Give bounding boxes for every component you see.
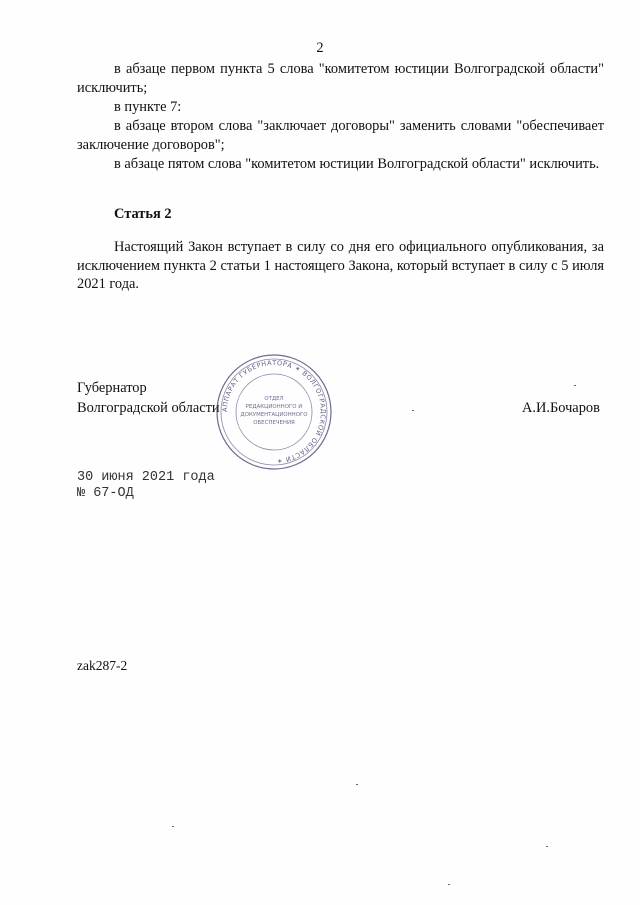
amendment-line-3: в абзаце втором слова "заключает договоры" заменить словами "обеспечивает заключение договоров"; [77, 118, 604, 153]
law-number: № 67-ОД [77, 486, 134, 501]
amendment-line-1: в абзаце первом пункта 5 слова "комитетом юстиции Волгоградской области" исключить; [77, 61, 604, 96]
svg-text:РЕДАКЦИОННОГО И: РЕДАКЦИОННОГО И [245, 404, 303, 410]
svg-text:ОБЕСПЕЧЕНИЯ: ОБЕСПЕЧЕНИЯ [253, 420, 295, 426]
date-line: 30 июня 2021 года [77, 470, 215, 485]
scan-speck [546, 846, 548, 847]
round-seal-icon [214, 352, 334, 472]
signature-title-line1: Губернатор [77, 380, 147, 396]
scan-speck [448, 884, 450, 885]
page-number: 2 [316, 40, 324, 56]
scan-speck [574, 385, 576, 386]
scan-speck [412, 410, 414, 411]
svg-text:ДОКУМЕНТАЦИОННОГО: ДОКУМЕНТАЦИОННОГО [240, 412, 308, 418]
scan-speck [356, 784, 358, 785]
amendment-line-4: в абзаце пятом слова "комитетом юстиции Волгоградской области" исключить. [114, 156, 600, 172]
document-code: zak287-2 [77, 658, 128, 673]
article-text: Настоящий Закон вступает в силу со дня его официального опубликования, за исключением пункта 2 статьи 1 настоящего Закона, который вступает в силу с 5 июля 2021 года. [77, 239, 604, 292]
svg-text:АППАРАТ ГУБЕРНАТОРА ✶ ВОЛГОГРА: АППАРАТ ГУБЕРНАТОРА ✶ ВОЛГОГРАДСКОЙ ОБЛАСТИ ✶ [220, 358, 328, 466]
article-heading: Статья 2 [114, 206, 172, 222]
signature-title-line2: Волгоградской области [77, 400, 220, 416]
svg-text:ОТДЕЛ: ОТДЕЛ [264, 396, 284, 402]
scan-speck [172, 826, 174, 827]
signature-name: А.И.Бочаров [522, 400, 600, 416]
amendment-line-2: в пункте 7: [114, 99, 182, 115]
